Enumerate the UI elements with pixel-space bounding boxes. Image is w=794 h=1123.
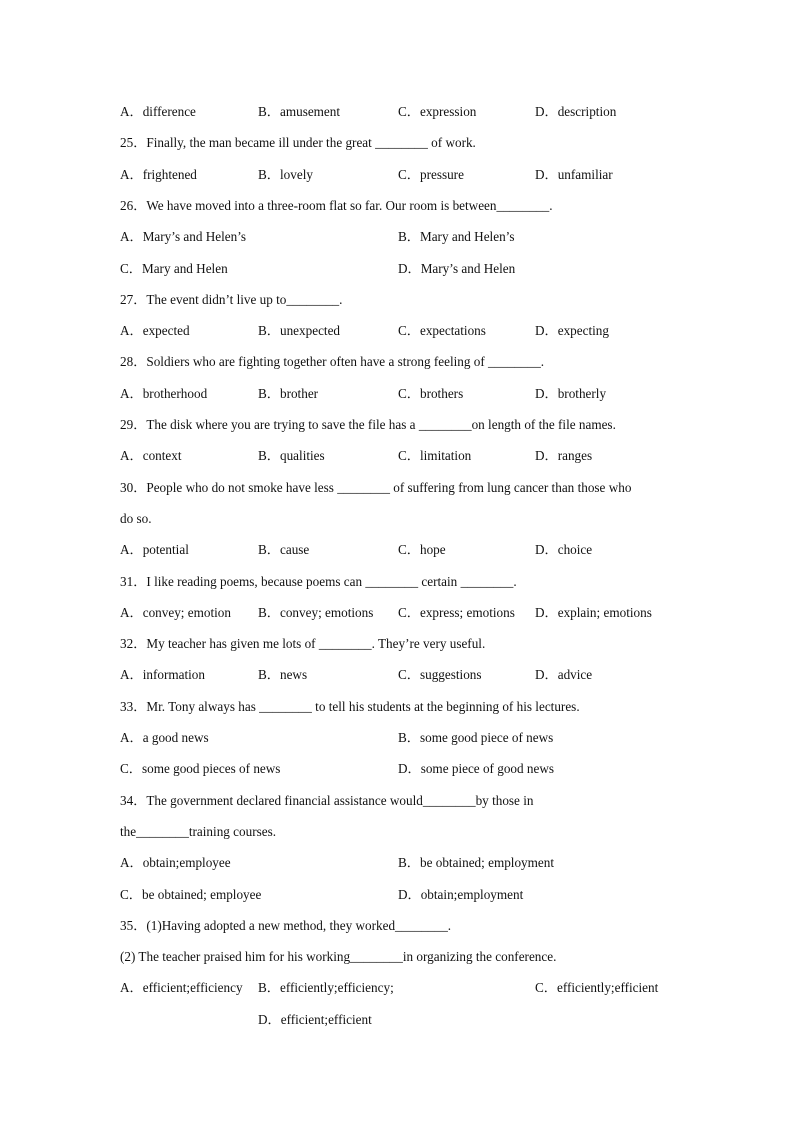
option-c: C．brothers (398, 386, 464, 401)
question-text: 33．Mr. Tony always has ________ to tell his students at the beginning of his lectures. (120, 699, 580, 714)
option-d: D．advice (535, 667, 593, 682)
option-a: A．brotherhood (120, 386, 208, 401)
option-b: B．cause (258, 542, 310, 557)
option-a: C．be obtained; employee (120, 887, 262, 902)
question-text: (2) The teacher praised him for his working________in organizing the conference. (120, 949, 557, 964)
question-text: 30．People who do not smoke have less ________ of suffering from lung cancer than those who (120, 480, 632, 495)
question-text: the________training courses. (120, 824, 277, 839)
option-c: C．efficiently;efficient (535, 980, 659, 995)
option-a: A．difference (120, 104, 196, 119)
option-b: B．some good piece of news (398, 730, 554, 745)
option-a: A．context (120, 448, 182, 463)
option-c: C．pressure (398, 167, 464, 182)
option-a: C．Mary and Helen (120, 261, 228, 276)
option-b: B．Mary and Helen’s (398, 229, 515, 244)
question-text: 32．My teacher has given me lots of ________. They’re very useful. (120, 636, 486, 651)
option-a: A．information (120, 667, 205, 682)
option-b: D．Mary’s and Helen (398, 261, 516, 276)
option-a: C．some good pieces of news (120, 761, 281, 776)
option-a: A．potential (120, 542, 189, 557)
option-d: D．explain; emotions (535, 605, 652, 620)
question-text: 26．We have moved into a three-room flat so far. Our room is between________. (120, 198, 553, 213)
option-b: B．lovely (258, 167, 313, 182)
question-text: 27．The event didn’t live up to________. (120, 292, 343, 307)
option-c: C．hope (398, 542, 446, 557)
option-b: B．convey; emotions (258, 605, 374, 620)
option-c: C．express; emotions (398, 605, 515, 620)
option-b: B．efficiently;efficiency; (258, 980, 394, 995)
option-a: A．expected (120, 323, 190, 338)
question-text: do so. (120, 511, 152, 526)
option-d: D．unfamiliar (535, 167, 613, 182)
question-text: 28．Soldiers who are fighting together often have a strong feeling of ________. (120, 354, 545, 369)
option-c: C．expectations (398, 323, 486, 338)
option-d: D．choice (535, 542, 593, 557)
question-text: 29．The disk where you are trying to save the file has a ________on length of the file names. (120, 417, 616, 432)
option-d: D．description (535, 104, 617, 119)
option-a: A．obtain;employee (120, 855, 231, 870)
option-b: B．qualities (258, 448, 325, 463)
option-b: B．unexpected (258, 323, 341, 338)
option-a: A．frightened (120, 167, 197, 182)
option-d: D．brotherly (535, 386, 607, 401)
question-text: 25．Finally, the man became ill under the great ________ of work. (120, 135, 476, 150)
option-b: D．obtain;employment (398, 887, 524, 902)
option-b: B．amusement (258, 104, 341, 119)
option-a: A．convey; emotion (120, 605, 231, 620)
option-d: D．ranges (535, 448, 593, 463)
option-b: D．some piece of good news (398, 761, 555, 776)
option-b: B．be obtained; employment (398, 855, 555, 870)
option-b: B．news (258, 667, 308, 682)
option-a: A．Mary’s and Helen’s (120, 229, 246, 244)
option-c: C．suggestions (398, 667, 482, 682)
option-b: B．brother (258, 386, 319, 401)
option-c: C．limitation (398, 448, 472, 463)
question-text: 34．The government declared financial assistance would________by those in (120, 793, 534, 808)
option-a: A．a good news (120, 730, 209, 745)
option-c: C．expression (398, 104, 477, 119)
option-d: D．efficient;efficient (258, 1012, 372, 1027)
option-d: D．expecting (535, 323, 609, 338)
question-text: 31．I like reading poems, because poems can ________ certain ________. (120, 574, 517, 589)
option-a: A．efficient;efficiency (120, 980, 243, 995)
question-text: 35．(1)Having adopted a new method, they worked________. (120, 918, 452, 933)
